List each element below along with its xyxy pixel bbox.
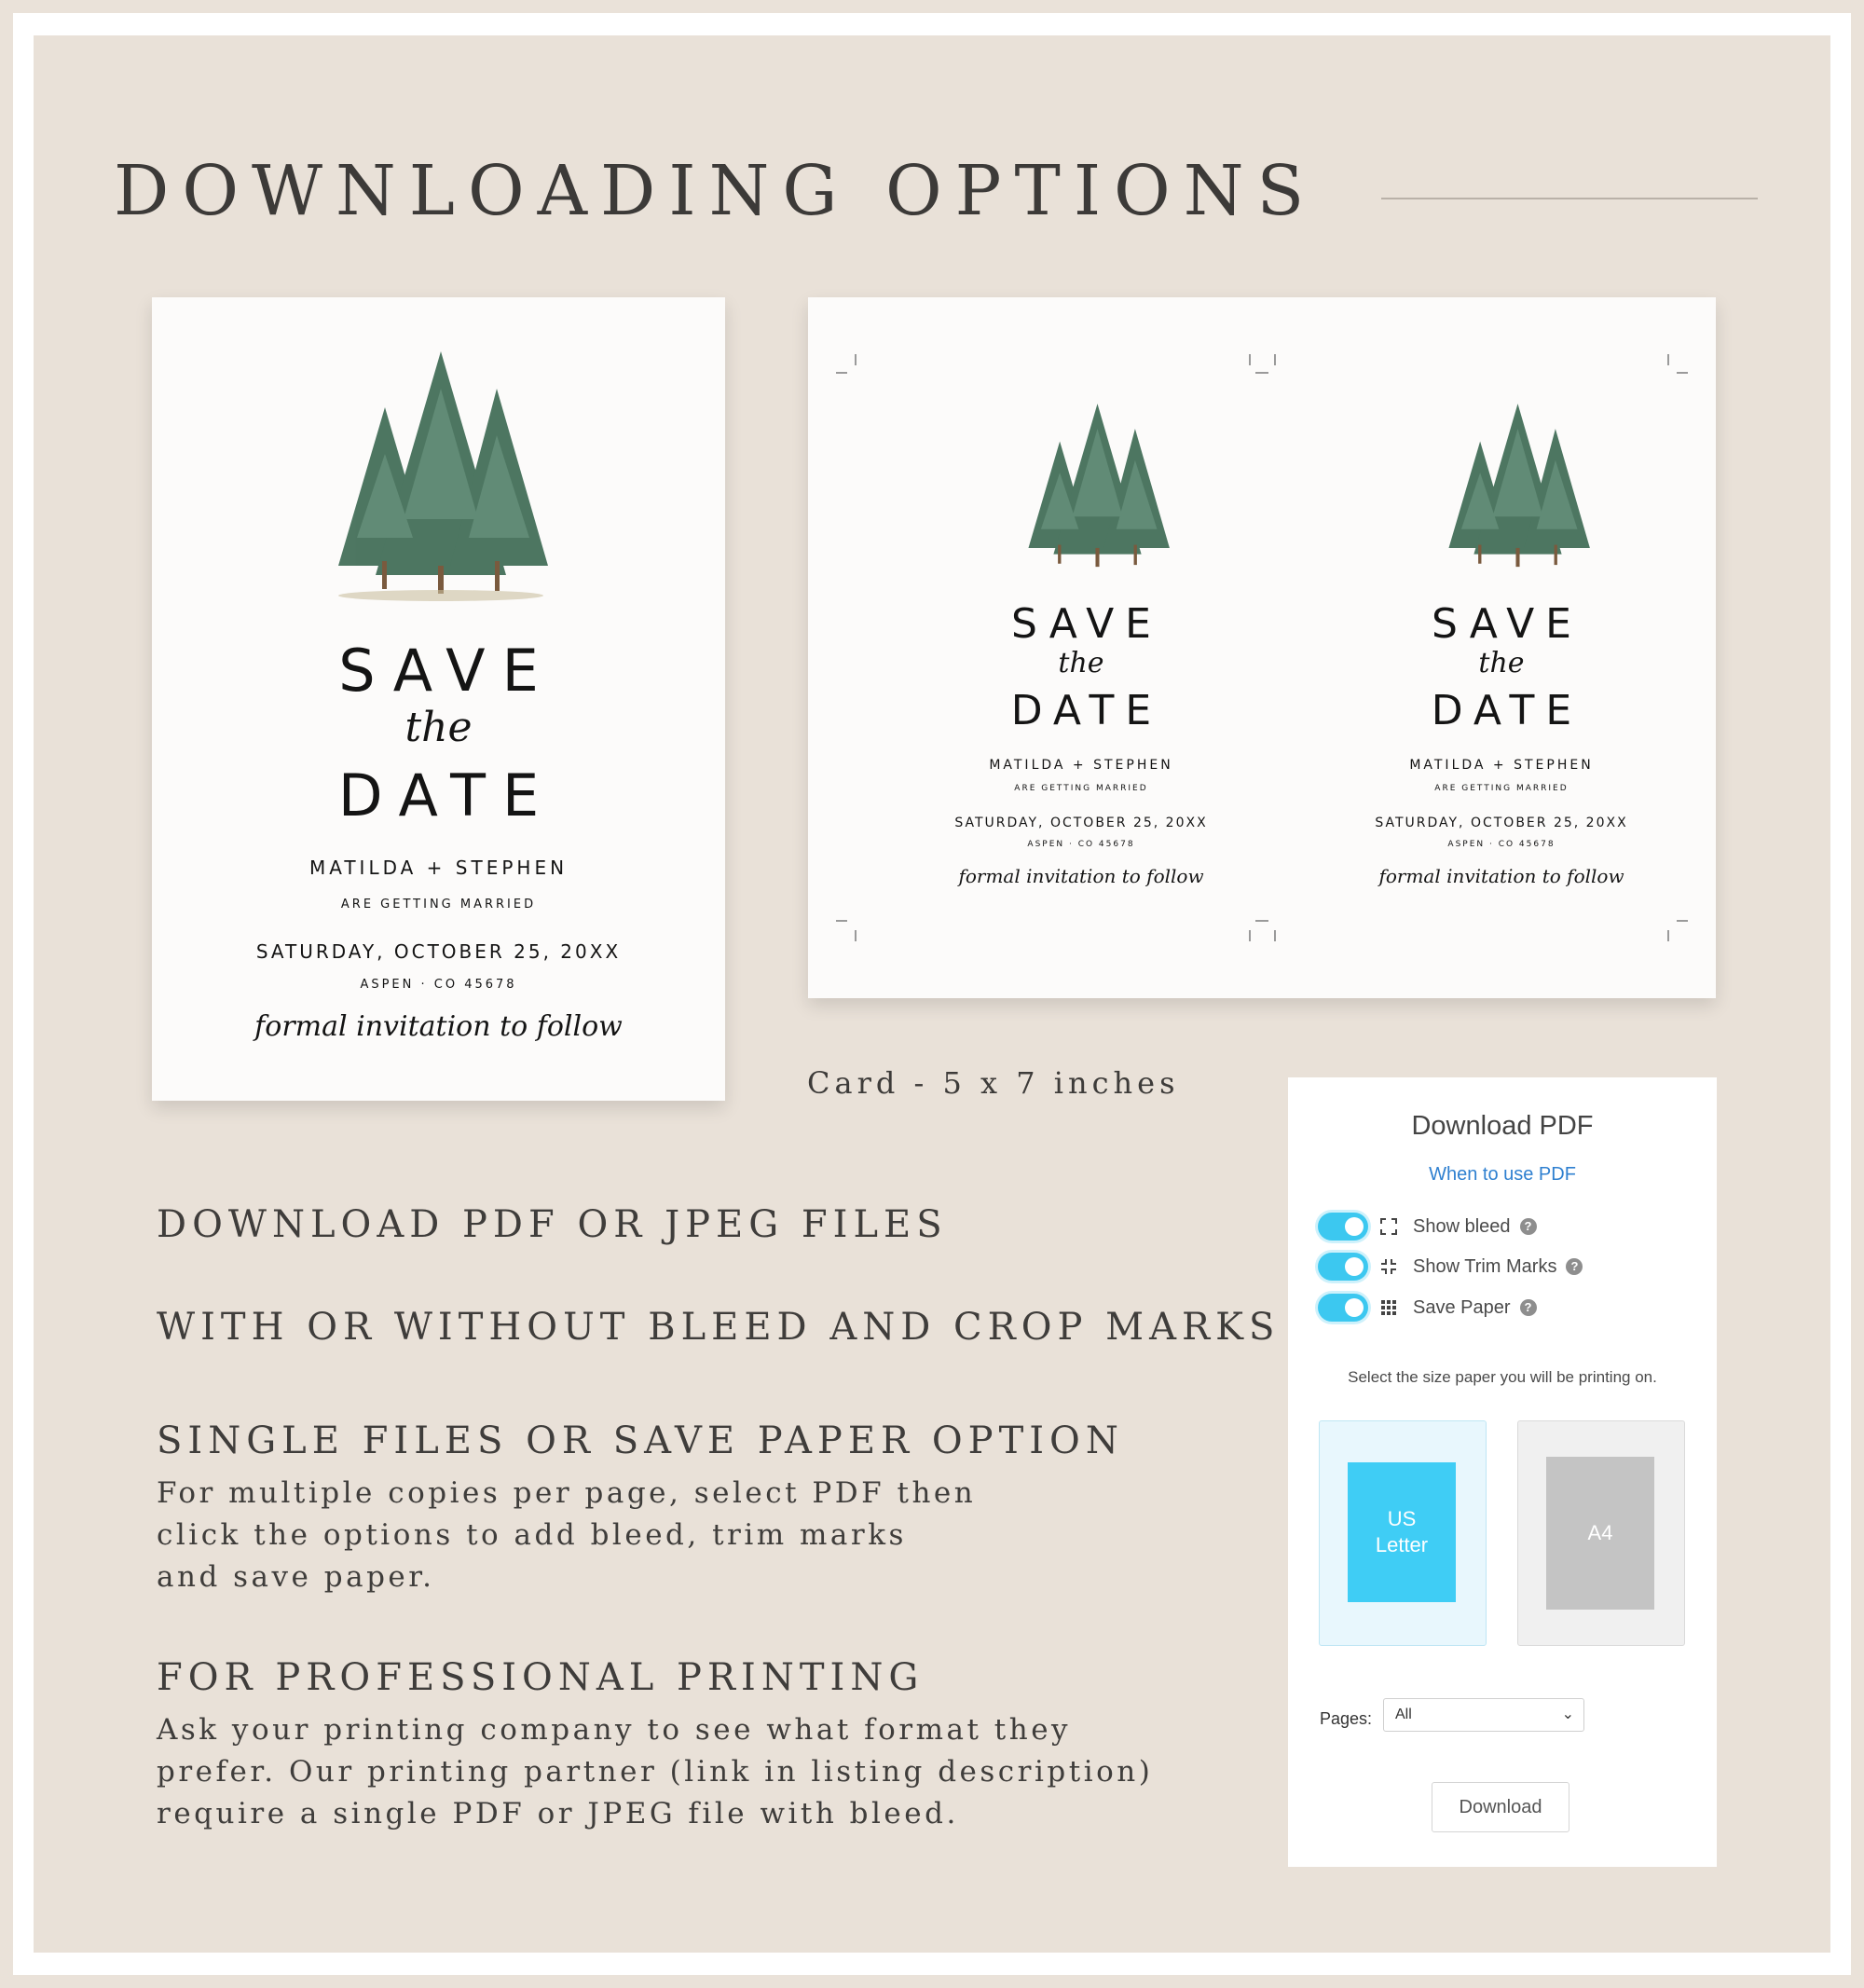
trim-mark xyxy=(836,920,847,922)
the-script: the xyxy=(404,704,473,751)
date-heading: DATE xyxy=(1431,687,1583,734)
paper-label: Letter xyxy=(1375,1533,1429,1556)
event-date: SATURDAY, OCTOBER 25, 20XX xyxy=(1375,816,1628,830)
us-letter-sheet xyxy=(1348,1462,1456,1602)
pine-trees-illustration xyxy=(320,351,562,603)
toggle-label: Show bleed xyxy=(1413,1215,1511,1237)
trim-mark xyxy=(1667,354,1669,365)
feature-title: WITH OR WITHOUT BLEED AND CROP MARKS xyxy=(157,1306,1281,1349)
page-title: DOWNLOADING OPTIONS xyxy=(114,151,1318,231)
trim-mark xyxy=(1274,354,1276,365)
trim-mark xyxy=(1255,372,1268,374)
save-paper-option xyxy=(1318,1291,1537,1324)
show-trim-marks-option xyxy=(1318,1250,1583,1283)
trim-mark xyxy=(855,354,857,365)
paper-label: US xyxy=(1387,1507,1417,1530)
trim-mark xyxy=(1255,920,1268,922)
trim-mark xyxy=(855,930,857,941)
getting-married-text: ARE GETTING MARRIED xyxy=(340,898,537,912)
date-heading: DATE xyxy=(1010,687,1163,734)
pages-value: All xyxy=(1395,1707,1412,1722)
trim-mark xyxy=(1677,372,1688,374)
feature-description: prefer. Our printing partner (link in listing description) xyxy=(157,1755,1154,1789)
card-preview xyxy=(152,297,725,1101)
trim-marks-icon xyxy=(1379,1257,1398,1276)
bleed-icon xyxy=(1379,1217,1398,1236)
pine-trees-illustration xyxy=(1016,400,1179,577)
feature-title: DOWNLOAD PDF OR JPEG FILES xyxy=(157,1203,948,1246)
save-paper-preview xyxy=(808,297,1716,998)
formal-invitation-text: formal invitation to follow xyxy=(1378,865,1624,887)
getting-married-text: ARE GETTING MARRIED xyxy=(1434,784,1569,793)
trim-mark xyxy=(1667,930,1669,941)
when-to-use-pdf-link[interactable]: When to use PDF xyxy=(1429,1164,1576,1185)
event-location: ASPEN · CO 45678 xyxy=(1447,840,1556,849)
event-location: ASPEN · CO 45678 xyxy=(360,978,517,992)
trim-mark xyxy=(836,372,847,374)
feature-description: Ask your printing company to see what format they xyxy=(157,1713,1072,1747)
trim-mark xyxy=(1249,930,1251,941)
show-trim-marks-toggle[interactable] xyxy=(1318,1253,1368,1281)
feature-description: For multiple copies per page, select PDF then xyxy=(157,1476,977,1510)
download-button[interactable]: Download xyxy=(1432,1782,1569,1832)
trim-mark xyxy=(1677,920,1688,922)
trim-mark xyxy=(1249,354,1251,365)
event-location: ASPEN · CO 45678 xyxy=(1027,840,1135,849)
feature-description: and save paper. xyxy=(157,1560,435,1594)
title-rule xyxy=(1381,198,1758,199)
save-heading: SAVE xyxy=(1432,600,1583,648)
the-script: the xyxy=(1058,647,1104,679)
formal-invitation-text: formal invitation to follow xyxy=(254,1010,623,1043)
formal-invitation-text: formal invitation to follow xyxy=(958,865,1204,887)
toggle-label: Show Trim Marks xyxy=(1413,1255,1557,1277)
trim-mark xyxy=(1274,930,1276,941)
couple-names: MATILDA + STEPHEN xyxy=(989,758,1173,773)
panel-title: Download PDF xyxy=(1411,1111,1594,1141)
card-size-caption: Card - 5 x 7 inches xyxy=(807,1065,1180,1101)
show-bleed-toggle[interactable] xyxy=(1318,1213,1368,1241)
feature-description: click the options to add bleed, trim marks xyxy=(157,1518,907,1552)
paper-size-hint: Select the size paper you will be printing on. xyxy=(1348,1368,1657,1386)
save-heading: SAVE xyxy=(1011,600,1162,648)
feature-description: require a single PDF or JPEG file with bleed. xyxy=(157,1797,959,1830)
feature-title: SINGLE FILES OR SAVE PAPER OPTION xyxy=(157,1419,1124,1462)
getting-married-text: ARE GETTING MARRIED xyxy=(1014,784,1148,793)
pine-trees-illustration xyxy=(1436,400,1599,577)
grid-icon xyxy=(1379,1298,1398,1317)
chevron-down-icon: ⌄ xyxy=(1561,1707,1574,1722)
paper-option-us-letter[interactable] xyxy=(1319,1420,1487,1646)
couple-names: MATILDA + STEPHEN xyxy=(1409,758,1594,773)
show-bleed-option xyxy=(1318,1210,1537,1243)
download-pdf-panel xyxy=(1288,1077,1717,1867)
save-heading: SAVE xyxy=(338,637,555,705)
help-icon[interactable]: ? xyxy=(1520,1218,1537,1235)
event-date: SATURDAY, OCTOBER 25, 20XX xyxy=(255,940,622,963)
help-icon[interactable]: ? xyxy=(1520,1299,1537,1316)
save-paper-toggle[interactable] xyxy=(1318,1294,1368,1322)
pages-select[interactable] xyxy=(1383,1698,1584,1732)
date-heading: DATE xyxy=(337,761,556,829)
pages-label: Pages: xyxy=(1320,1709,1373,1728)
paper-option-a4[interactable] xyxy=(1517,1420,1685,1646)
feature-title: FOR PROFESSIONAL PRINTING xyxy=(157,1656,925,1699)
a4-sheet xyxy=(1546,1457,1654,1610)
help-icon[interactable]: ? xyxy=(1566,1258,1583,1275)
paper-label: A4 xyxy=(1587,1521,1613,1544)
couple-names: MATILDA + STEPHEN xyxy=(308,857,569,879)
event-date: SATURDAY, OCTOBER 25, 20XX xyxy=(954,816,1208,830)
toggle-label: Save Paper xyxy=(1413,1296,1511,1318)
the-script: the xyxy=(1478,647,1525,679)
